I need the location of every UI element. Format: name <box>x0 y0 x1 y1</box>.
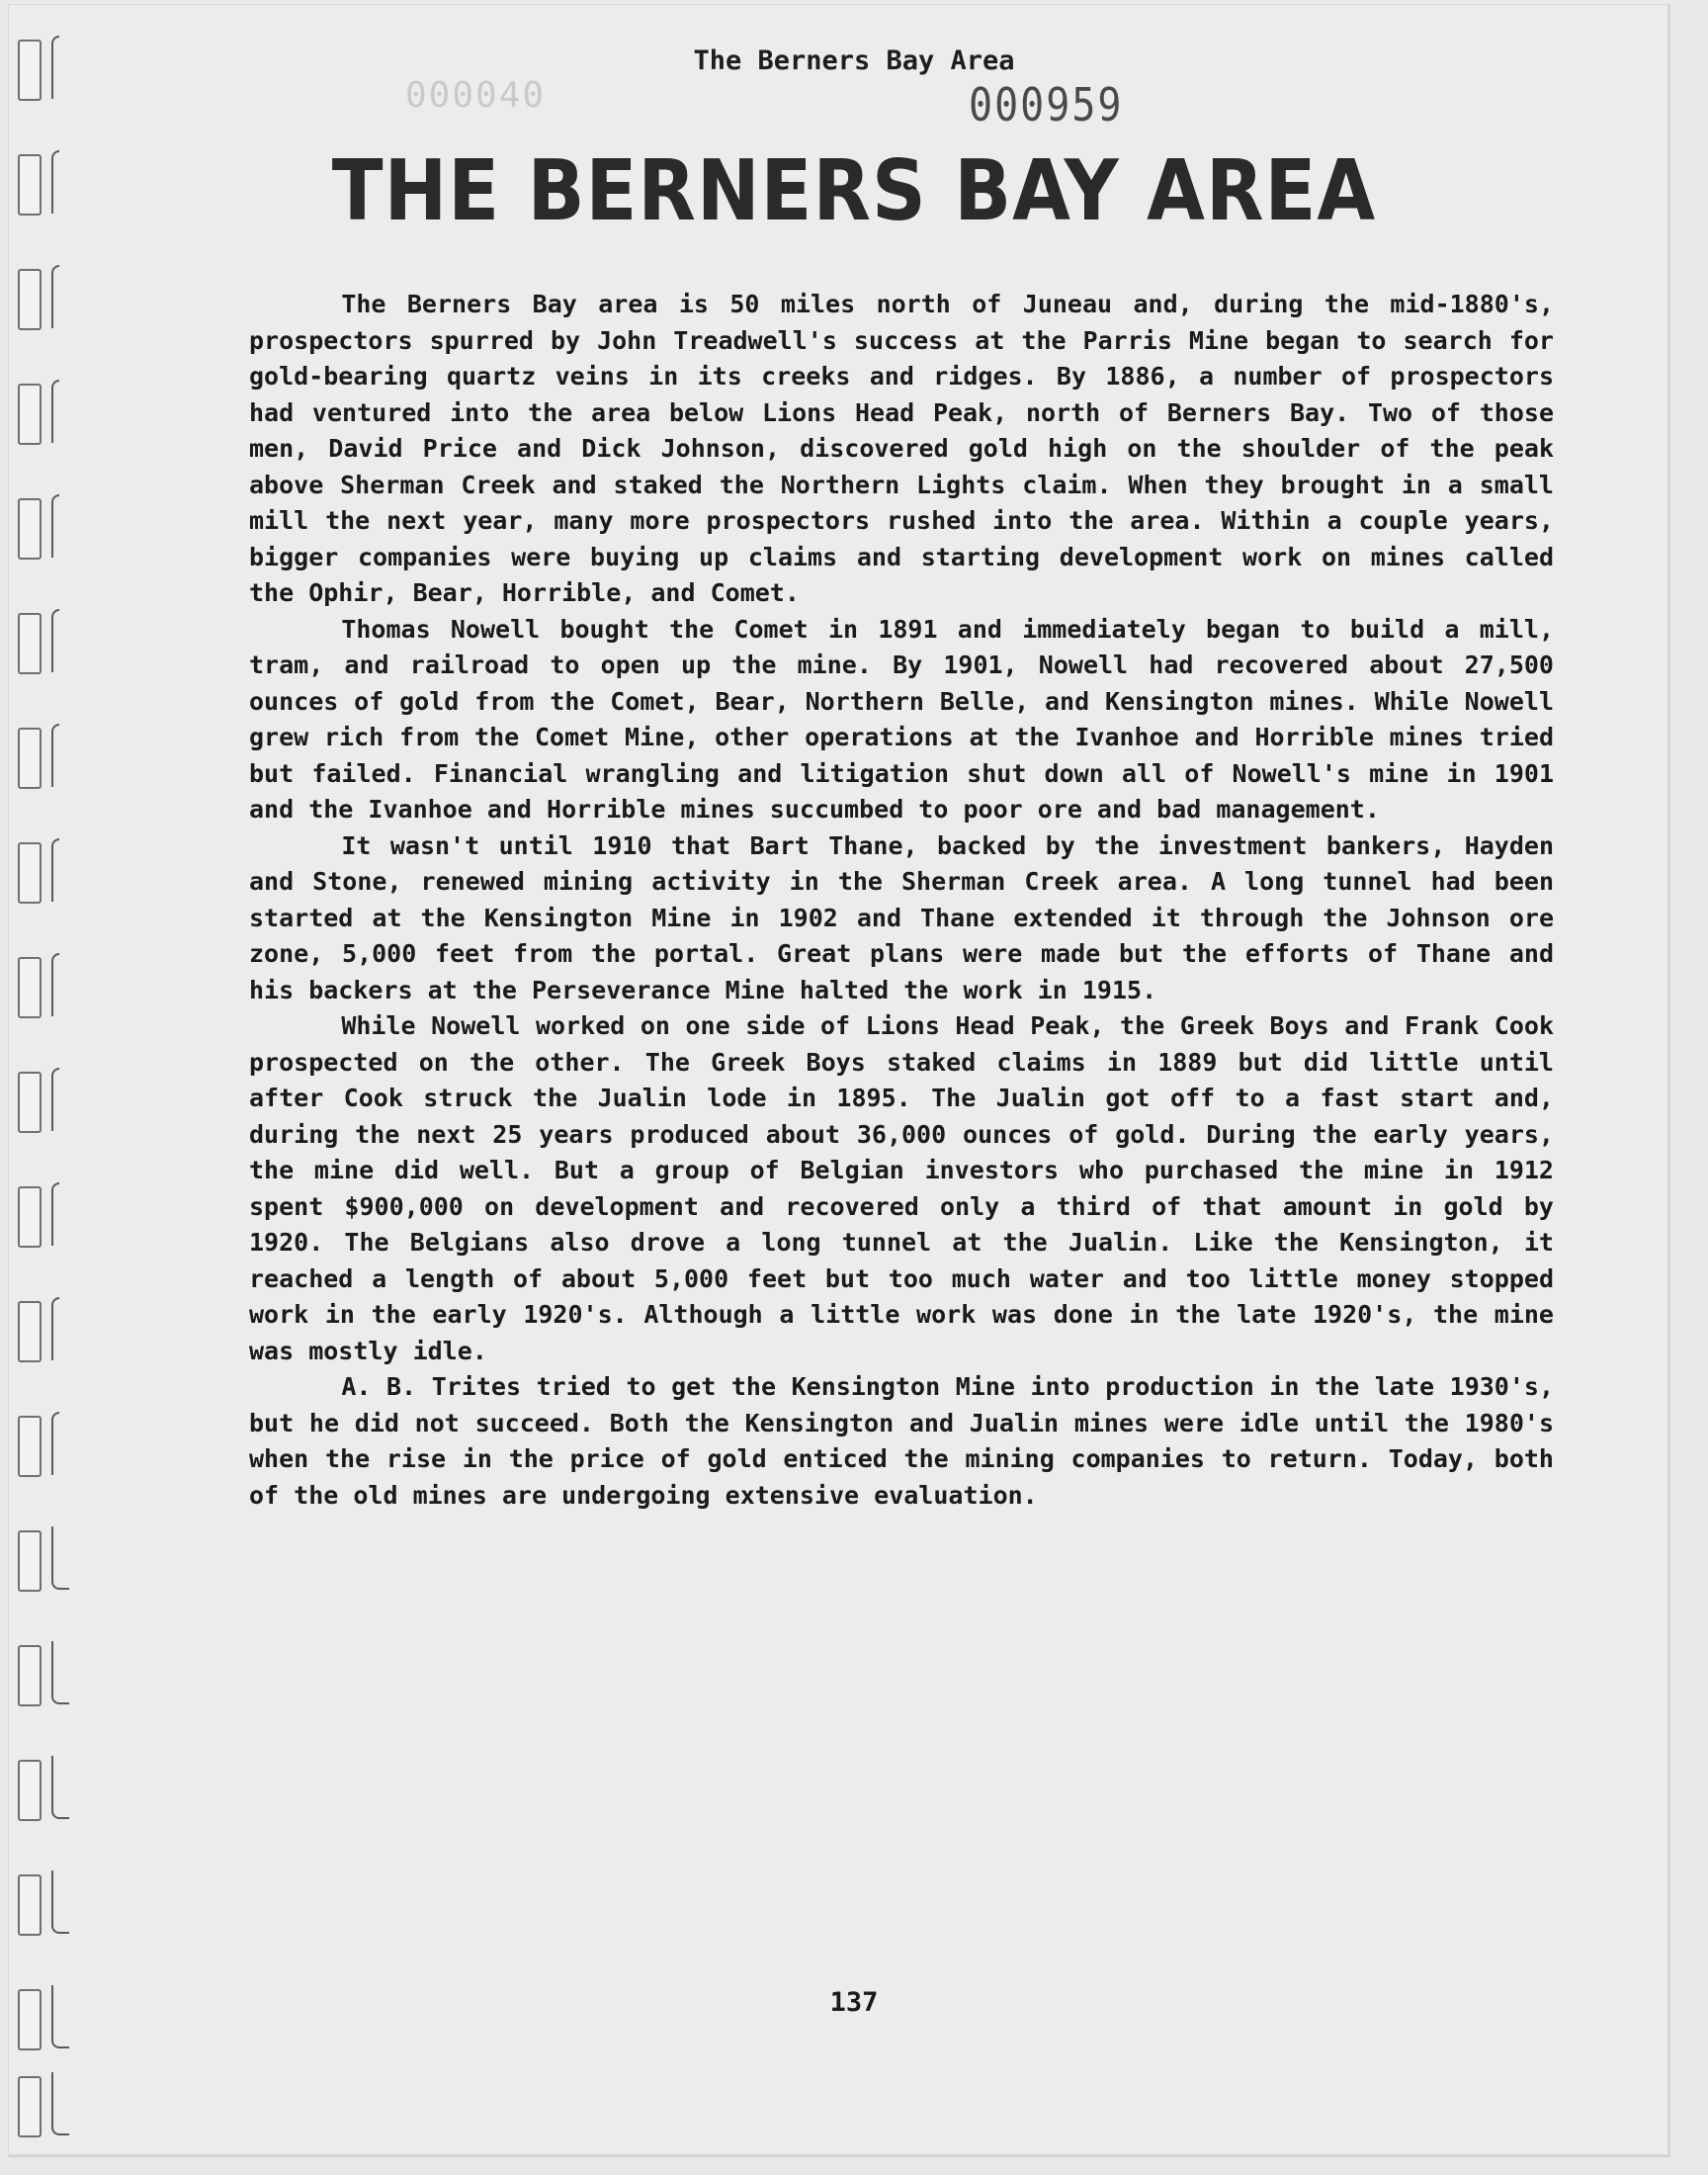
spiral-binding <box>14 40 73 2145</box>
binding-ring <box>51 265 59 328</box>
page-title: THE BERNERS BAY AREA <box>331 140 1377 240</box>
binding-ring <box>51 1068 59 1131</box>
binding-ring <box>51 609 59 672</box>
running-head: The Berners Bay Area <box>693 45 1015 76</box>
binding-ring <box>51 1182 59 1246</box>
document-number-stamp: 000959 <box>969 79 1124 132</box>
body-text <box>249 287 1554 1514</box>
binding-ring <box>51 2072 69 2135</box>
page-number: 137 <box>829 1987 879 2018</box>
binding-hole <box>18 1645 42 1706</box>
binding-ring <box>51 724 59 787</box>
binding-hole <box>18 1186 42 1248</box>
paragraph: A. B. Trites tried to get the Kensington Mine into production in the late 1930's, but he did not succeed. Both the Kensington and Jualin mines were idle until the 1980's when the rise in the price of gold enticed the mining companies to return. Today, both of the old mines are undergoing extensive evaluation. <box>249 1372 1554 1510</box>
binding-hole <box>18 1874 42 1936</box>
binding-hole <box>18 728 42 789</box>
paragraph: It wasn't until 1910 that Bart Thane, backed by the investment bankers, Hayden and Stone, renewed mining activity in the Sherman Creek area. A long tunnel had been started at the Kensington Mine in 1902 and Thane extended it through the Johnson ore zone, 5,000 feet from the portal. Great plans were made but the efforts of Thane and his backers at the Perseverance Mine halted the work in 1915. <box>249 830 1554 1004</box>
binding-ring <box>51 953 59 1016</box>
binding-hole <box>18 1530 42 1592</box>
binding-hole <box>18 1416 42 1477</box>
binding-hole <box>18 384 42 445</box>
binding-hole <box>18 613 42 674</box>
faint-stamp-left: 000040 <box>405 75 547 116</box>
binding-ring <box>51 1526 69 1590</box>
binding-hole <box>18 842 42 904</box>
binding-ring <box>51 1756 69 1819</box>
binding-hole <box>18 1760 42 1821</box>
binding-hole <box>18 1301 42 1362</box>
binding-ring <box>51 1297 59 1360</box>
binding-ring <box>51 838 59 902</box>
paragraph: Thomas Nowell bought the Comet in 1891 and immediately began to build a mill, tram, and railroad to open up the mine. By 1901, Nowell had recovered about 27,500 ounces of gold from the Comet, Bear, Northern Belle, and Kensington mines. While Nowell grew rich from the Comet Mine, other operations at the Ivanhoe and Horrible mines tried but failed. Financial wrangling and litigation shut down all of Nowell's mine in 1901 and the Ivanhoe and Horrible mines succumbed to poor ore and bad management. <box>249 614 1554 824</box>
binding-ring <box>51 1412 59 1475</box>
binding-ring <box>51 1641 69 1704</box>
binding-hole <box>18 2076 42 2137</box>
binding-hole <box>18 498 42 560</box>
paragraph: The Berners Bay area is 50 miles north of Juneau and, during the mid-1880's, prospectors spurred by John Treadwell's success at the Parris Mine began to search for gold-bearing quartz veins in its creeks and ridges. By 1886, a number of prospectors had ventured into the area below Lions Head Peak, north of Berners Bay. Two of those men, David Price and Dick Johnson, discovered gold high on the shoulder of the peak above Sherman Creek and staked the Northern Lights claim. When they brought in a small mill the next year, many more prospectors rushed into the area. Within a couple years, bigger companies were buying up claims and starting development work on mines called the Ophir, Bear, Horrible, and Comet. <box>249 290 1554 607</box>
binding-ring <box>51 1870 69 1934</box>
binding-hole <box>18 1072 42 1133</box>
paragraph: While Nowell worked on one side of Lions Head Peak, the Greek Boys and Frank Cook prospected on the other. The Greek Boys staked claims in 1889 but did little until after Cook struck the Jualin lode in 1895. The Jualin got off to a fast start and, during the next 25 years produced about 36,000 ounces of gold. During the early years, the mine did well. But a group of Belgian investors who purchased the mine in 1912 spent $900,000 on development and recovered only a third of that amount in gold by 1920. The Belgians also drove a long tunnel at the Jualin. Like the Kensington, it reached a length of about 5,000 feet but too much water and too little money stopped work in the early 1920's. Although a little work was done in the late 1920's, the mine was mostly idle. <box>249 1011 1554 1365</box>
binding-hole <box>18 269 42 330</box>
binding-hole <box>18 957 42 1018</box>
binding-ring <box>51 494 59 558</box>
binding-ring <box>51 380 59 443</box>
